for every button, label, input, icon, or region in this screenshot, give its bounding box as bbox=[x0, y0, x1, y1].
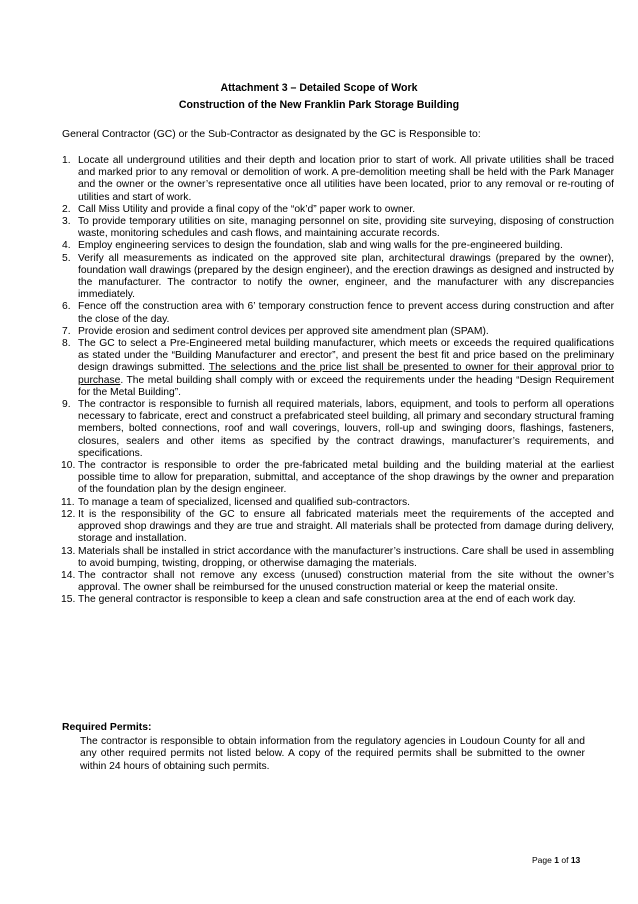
permits-paragraph: The contractor is responsible to obtain information from the regulatory agencies in Loudoun County for all and any other required permits not listed below. A copy of the required permits shall be submitted to the owner within 24 hours of obtaining such permits. bbox=[80, 736, 585, 772]
item-text: The contractor shall not remove any excess (unused) construction material from the site without the owner’s approval. The owner shall be reimbursed for the unused construction material or keep the material onsite. bbox=[78, 569, 614, 594]
list-item bbox=[62, 253, 614, 302]
item-text: The contractor is responsible to furnish all required materials, labors, equipment, and tools to perform all operations necessary to fabricate, erect and construct a prefabricated steel building, all primary and secondary structural framing members, bolted connections, roof and wall coverings, louvers, roll-up and swinging doors, flashings, fasteners, closures, sealers and other items as specified by the contract drawings, manufacturer’s requirements, and specifications. bbox=[78, 399, 614, 459]
item-number: 4. bbox=[62, 240, 71, 252]
item-number: 8. bbox=[62, 338, 71, 350]
title-line-2: Construction of the New Franklin Park Storage Building bbox=[178, 99, 460, 111]
list-item bbox=[62, 594, 614, 606]
item-text: To manage a team of specialized, licensed and qualified sub-contractors. bbox=[78, 496, 410, 508]
item-number: 2. bbox=[62, 203, 71, 215]
scope-list bbox=[62, 155, 614, 607]
item-number: 15. bbox=[61, 594, 76, 606]
item-number: 9. bbox=[62, 399, 71, 411]
item-number: 12. bbox=[61, 508, 76, 520]
item-text: Provide erosion and sediment control devices per approved site amendment plan (SPAM). bbox=[78, 325, 489, 337]
list-item bbox=[62, 338, 614, 399]
permits-heading: Required Permits: bbox=[62, 722, 152, 733]
item-number: 7. bbox=[62, 325, 71, 337]
page-total: 13 bbox=[570, 855, 581, 865]
underlined-text: The selections and the price list shall be presented to owner for their approval prior to purchase bbox=[78, 362, 615, 386]
title-line-1: Attachment 3 – Detailed Scope of Work bbox=[220, 82, 418, 94]
item-text: To provide temporary utilities on site, managing personnel on site, providing site surveying, disposing of construction waste, monitoring schedules and cash flows, and maintaining accurate records. bbox=[78, 216, 614, 240]
item-number: 14. bbox=[61, 569, 76, 581]
list-item bbox=[62, 204, 614, 216]
item-text-part: The GC to select a Pre-Engineered metal building manufacturer, which meets or exceeds the required qualifications as stated under the “Building Manufacturer and erector”, and present the best fit and price based on the preliminary design drawings submitted. bbox=[78, 338, 614, 374]
item-text: The contractor is responsible to order the pre-fabricated metal building and the building material at the earliest possible time to allow for preparation, submittal, and acceptance of the shop drawings by the owner and preparation of the foundation plan by the design engineer. bbox=[78, 460, 614, 496]
item-text: Verify all measurements as indicated on the approved site plan, architectural drawings (prepared by the owner), foundation wall drawings (prepared by the design engineer), and the erection drawings as designed and instructed by the manufacturer. The contractor to notify the owner, engineer, and the manufacturer with any discrepancies immediately. bbox=[78, 252, 614, 301]
item-number: 3. bbox=[62, 216, 71, 228]
list-item bbox=[62, 301, 614, 325]
item-number: 13. bbox=[61, 545, 76, 557]
list-item bbox=[62, 326, 614, 338]
item-text: Fence off the construction area with 6’ temporary construction fence to prevent access during construction and after the close of the day. bbox=[78, 301, 614, 325]
item-text bbox=[78, 338, 614, 399]
list-item bbox=[62, 216, 614, 240]
item-text: Materials shall be installed in strict accordance with the manufacturer’s instructions. Care shall be used in assembling to avoid bumping, twisting, dropping, or otherwise damaging the materials. bbox=[78, 545, 614, 569]
list-item bbox=[62, 240, 614, 252]
item-number: 10. bbox=[61, 460, 76, 472]
document-title bbox=[0, 80, 638, 114]
item-text: Call Miss Utility and provide a final copy of the “ok’d” paper work to owner. bbox=[78, 203, 416, 215]
item-text: It is the responsibility of the GC to ensure all fabricated materials meet the requirements of the accepted and approved shop drawings and they are true and straight. All materials shall be protected from damage during delivery, storage and installation. bbox=[78, 508, 614, 545]
page-label: Page bbox=[532, 855, 552, 865]
list-item bbox=[62, 570, 614, 594]
intro-paragraph: General Contractor (GC) or the Sub-Contractor as designated by the GC is Responsible to: bbox=[62, 129, 481, 140]
item-text: Employ engineering services to design the foundation, slab and wing walls for the pre-engineered building. bbox=[78, 240, 563, 252]
item-number: 11. bbox=[61, 496, 75, 508]
item-text: Locate all underground utilities and their depth and location prior to start of work. All private utilities shall be traced and marked prior to any removal or demolition of work. A pre-demolition meeting shall be held with the Park Manager and the owner or the owner’s representative once all utilities have been located, prior to any removal or re-routing of utilities and start of work. bbox=[78, 155, 614, 203]
list-item bbox=[62, 497, 614, 509]
of-label: of bbox=[561, 855, 569, 865]
item-text: The general contractor is responsible to keep a clean and safe construction area at the end of each work day. bbox=[78, 594, 576, 606]
page-number-footer bbox=[532, 855, 580, 865]
list-item bbox=[62, 509, 614, 546]
page-current: 1 bbox=[554, 855, 559, 865]
item-number: 6. bbox=[62, 301, 71, 313]
list-item bbox=[62, 546, 614, 570]
list-item bbox=[62, 460, 614, 497]
item-number: 5. bbox=[62, 252, 71, 264]
list-item bbox=[62, 399, 614, 460]
item-text-part: . The metal building shall comply with or exceed the requirements under the heading “Design Requirement for the Metal Building”. bbox=[78, 374, 614, 398]
list-item bbox=[62, 155, 614, 204]
item-number: 1. bbox=[62, 155, 71, 166]
